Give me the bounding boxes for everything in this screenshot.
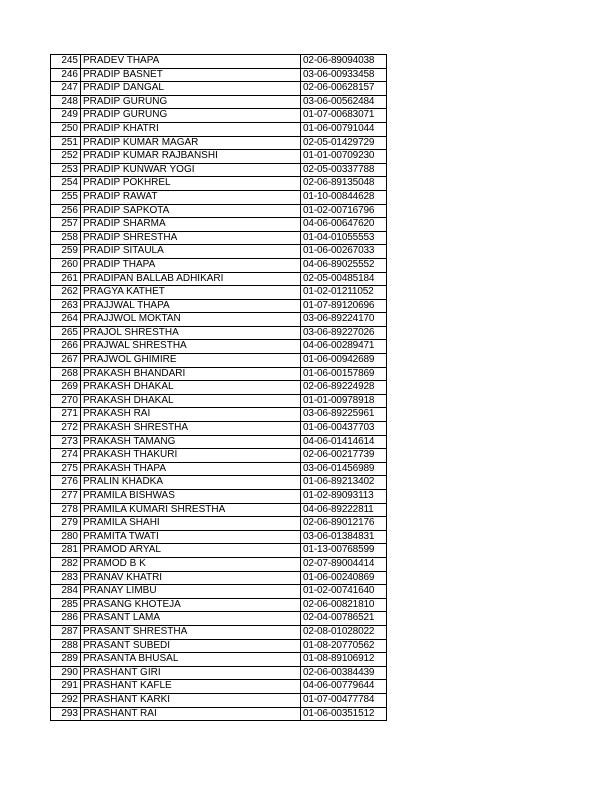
row-number: 293 bbox=[51, 707, 81, 721]
table-body bbox=[51, 55, 387, 721]
id-code: 01-07-00683071 bbox=[301, 109, 387, 123]
table-row bbox=[51, 408, 387, 422]
table-row bbox=[51, 394, 387, 408]
row-number: 270 bbox=[51, 394, 81, 408]
table-row bbox=[51, 435, 387, 449]
table-row bbox=[51, 571, 387, 585]
person-name: PRAKASH RAI bbox=[81, 408, 301, 422]
table-row bbox=[51, 625, 387, 639]
row-number: 288 bbox=[51, 639, 81, 653]
id-code: 03-06-89227026 bbox=[301, 326, 387, 340]
table-row bbox=[51, 231, 387, 245]
table-row bbox=[51, 585, 387, 599]
id-code: 03-06-01456989 bbox=[301, 462, 387, 476]
person-name: PRAMITA TWATI bbox=[81, 530, 301, 544]
person-name: PRAMILA BISHWAS bbox=[81, 490, 301, 504]
id-code: 01-13-00768599 bbox=[301, 544, 387, 558]
table-row bbox=[51, 68, 387, 82]
id-code: 01-07-00477784 bbox=[301, 693, 387, 707]
id-code: 02-06-89094038 bbox=[301, 55, 387, 69]
row-number: 278 bbox=[51, 503, 81, 517]
row-number: 275 bbox=[51, 462, 81, 476]
id-code: 01-10-00844628 bbox=[301, 190, 387, 204]
table-row bbox=[51, 422, 387, 436]
row-number: 245 bbox=[51, 55, 81, 69]
id-code: 04-06-89025552 bbox=[301, 258, 387, 272]
table-row bbox=[51, 503, 387, 517]
id-code: 02-06-00628157 bbox=[301, 82, 387, 96]
person-name: PRADIP SITAULA bbox=[81, 245, 301, 259]
row-number: 280 bbox=[51, 530, 81, 544]
id-code: 01-01-00709230 bbox=[301, 150, 387, 164]
table-row bbox=[51, 218, 387, 232]
id-code: 01-06-89213402 bbox=[301, 476, 387, 490]
id-code: 01-02-00741640 bbox=[301, 585, 387, 599]
person-name: PRAMOD B K bbox=[81, 557, 301, 571]
row-number: 253 bbox=[51, 163, 81, 177]
row-number: 261 bbox=[51, 272, 81, 286]
row-number: 251 bbox=[51, 136, 81, 150]
id-code: 02-05-00485184 bbox=[301, 272, 387, 286]
table-row bbox=[51, 95, 387, 109]
id-code: 01-02-01211052 bbox=[301, 286, 387, 300]
row-number: 271 bbox=[51, 408, 81, 422]
person-name: PRADIP RAWAT bbox=[81, 190, 301, 204]
table-row bbox=[51, 490, 387, 504]
id-code: 01-08-20770562 bbox=[301, 639, 387, 653]
id-code: 01-02-89093113 bbox=[301, 490, 387, 504]
person-name: PRADIP SHRESTHA bbox=[81, 231, 301, 245]
table-row bbox=[51, 136, 387, 150]
person-name: PRASANT LAMA bbox=[81, 612, 301, 626]
person-name: PRADIP KUMAR RAJBANSHI bbox=[81, 150, 301, 164]
table-row bbox=[51, 598, 387, 612]
table-row bbox=[51, 367, 387, 381]
person-name: PRADIP KUNWAR YOGI bbox=[81, 163, 301, 177]
row-number: 263 bbox=[51, 299, 81, 313]
table-row bbox=[51, 612, 387, 626]
id-code: 03-06-89225961 bbox=[301, 408, 387, 422]
person-name: PRADIP KHATRI bbox=[81, 122, 301, 136]
person-name: PRAJJWOL MOKTAN bbox=[81, 313, 301, 327]
table-row bbox=[51, 666, 387, 680]
person-name: PRASANG KHOTEJA bbox=[81, 598, 301, 612]
id-code: 02-05-00337788 bbox=[301, 163, 387, 177]
id-code: 01-02-00716796 bbox=[301, 204, 387, 218]
table-row bbox=[51, 163, 387, 177]
row-number: 257 bbox=[51, 218, 81, 232]
id-code: 02-08-01028022 bbox=[301, 625, 387, 639]
id-code: 02-06-00821810 bbox=[301, 598, 387, 612]
row-number: 267 bbox=[51, 354, 81, 368]
person-name: PRASANTA BHUSAL bbox=[81, 653, 301, 667]
person-name: PRAJOL SHRESTHA bbox=[81, 326, 301, 340]
id-code: 02-05-01429729 bbox=[301, 136, 387, 150]
row-number: 250 bbox=[51, 122, 81, 136]
table-row bbox=[51, 476, 387, 490]
row-number: 259 bbox=[51, 245, 81, 259]
row-number: 272 bbox=[51, 422, 81, 436]
id-code: 02-06-89224928 bbox=[301, 381, 387, 395]
id-code: 02-06-00384439 bbox=[301, 666, 387, 680]
person-name: PRADIP GURUNG bbox=[81, 95, 301, 109]
id-code: 04-06-01414614 bbox=[301, 435, 387, 449]
table-row bbox=[51, 299, 387, 313]
row-number: 283 bbox=[51, 571, 81, 585]
row-number: 252 bbox=[51, 150, 81, 164]
row-number: 292 bbox=[51, 693, 81, 707]
person-name: PRAJJWAL THAPA bbox=[81, 299, 301, 313]
row-number: 269 bbox=[51, 381, 81, 395]
row-number: 264 bbox=[51, 313, 81, 327]
name-list-table bbox=[50, 54, 387, 721]
table-row bbox=[51, 55, 387, 69]
person-name: PRAMOD ARYAL bbox=[81, 544, 301, 558]
table-row bbox=[51, 693, 387, 707]
table-row bbox=[51, 340, 387, 354]
table-row bbox=[51, 313, 387, 327]
person-name: PRADIP SAPKOTA bbox=[81, 204, 301, 218]
person-name: PRAMILA SHAHI bbox=[81, 517, 301, 531]
table-row bbox=[51, 381, 387, 395]
table-row bbox=[51, 326, 387, 340]
row-number: 249 bbox=[51, 109, 81, 123]
row-number: 262 bbox=[51, 286, 81, 300]
row-number: 287 bbox=[51, 625, 81, 639]
table-row bbox=[51, 286, 387, 300]
row-number: 260 bbox=[51, 258, 81, 272]
person-name: PRADIP KUMAR MAGAR bbox=[81, 136, 301, 150]
table-row bbox=[51, 530, 387, 544]
id-code: 04-06-89222811 bbox=[301, 503, 387, 517]
id-code: 02-07-89004414 bbox=[301, 557, 387, 571]
id-code: 03-06-00933458 bbox=[301, 68, 387, 82]
table-row bbox=[51, 204, 387, 218]
person-name: PRAKASH THAPA bbox=[81, 462, 301, 476]
table-row bbox=[51, 190, 387, 204]
id-code: 04-06-00289471 bbox=[301, 340, 387, 354]
id-code: 01-06-00240869 bbox=[301, 571, 387, 585]
row-number: 276 bbox=[51, 476, 81, 490]
row-number: 291 bbox=[51, 680, 81, 694]
table-row bbox=[51, 122, 387, 136]
row-number: 284 bbox=[51, 585, 81, 599]
person-name: PRADIPAN BALLAB ADHIKARI bbox=[81, 272, 301, 286]
id-code: 01-04-01055553 bbox=[301, 231, 387, 245]
person-name: PRADEV THAPA bbox=[81, 55, 301, 69]
person-name: PRADIP GURUNG bbox=[81, 109, 301, 123]
row-number: 286 bbox=[51, 612, 81, 626]
id-code: 01-06-00267033 bbox=[301, 245, 387, 259]
id-code: 04-06-00779644 bbox=[301, 680, 387, 694]
id-code: 01-06-00157869 bbox=[301, 367, 387, 381]
person-name: PRASANT SHRESTHA bbox=[81, 625, 301, 639]
table-row bbox=[51, 544, 387, 558]
table-row bbox=[51, 258, 387, 272]
person-name: PRANAV KHATRI bbox=[81, 571, 301, 585]
row-number: 256 bbox=[51, 204, 81, 218]
person-name: PRASHANT KAFLE bbox=[81, 680, 301, 694]
table-row bbox=[51, 354, 387, 368]
id-code: 02-04-00786521 bbox=[301, 612, 387, 626]
person-name: PRADIP BASNET bbox=[81, 68, 301, 82]
row-number: 273 bbox=[51, 435, 81, 449]
row-number: 282 bbox=[51, 557, 81, 571]
row-number: 258 bbox=[51, 231, 81, 245]
row-number: 277 bbox=[51, 490, 81, 504]
id-code: 01-07-89120696 bbox=[301, 299, 387, 313]
row-number: 254 bbox=[51, 177, 81, 191]
table-row bbox=[51, 109, 387, 123]
person-name: PRADIP SHARMA bbox=[81, 218, 301, 232]
person-name: PRAKASH BHANDARI bbox=[81, 367, 301, 381]
row-number: 279 bbox=[51, 517, 81, 531]
table-row bbox=[51, 517, 387, 531]
person-name: PRADIP DANGAL bbox=[81, 82, 301, 96]
row-number: 290 bbox=[51, 666, 81, 680]
table-row bbox=[51, 639, 387, 653]
id-code: 04-06-00647620 bbox=[301, 218, 387, 232]
person-name: PRAGYA KATHET bbox=[81, 286, 301, 300]
row-number: 248 bbox=[51, 95, 81, 109]
id-code: 02-06-89135048 bbox=[301, 177, 387, 191]
id-code: 02-06-00217739 bbox=[301, 449, 387, 463]
row-number: 281 bbox=[51, 544, 81, 558]
person-name: PRANAY LIMBU bbox=[81, 585, 301, 599]
table-row bbox=[51, 449, 387, 463]
row-number: 265 bbox=[51, 326, 81, 340]
table-row bbox=[51, 82, 387, 96]
row-number: 285 bbox=[51, 598, 81, 612]
row-number: 246 bbox=[51, 68, 81, 82]
table-row bbox=[51, 177, 387, 191]
row-number: 274 bbox=[51, 449, 81, 463]
id-code: 01-06-00437703 bbox=[301, 422, 387, 436]
person-name: PRASANT SUBEDI bbox=[81, 639, 301, 653]
person-name: PRAJWAL SHRESTHA bbox=[81, 340, 301, 354]
table-row bbox=[51, 707, 387, 721]
table-row bbox=[51, 272, 387, 286]
person-name: PRAKASH TAMANG bbox=[81, 435, 301, 449]
id-code: 03-06-89224170 bbox=[301, 313, 387, 327]
id-code: 01-06-00942689 bbox=[301, 354, 387, 368]
person-name: PRAKASH SHRESTHA bbox=[81, 422, 301, 436]
person-name: PRADIP POKHREL bbox=[81, 177, 301, 191]
person-name: PRAKASH DHAKAL bbox=[81, 394, 301, 408]
row-number: 268 bbox=[51, 367, 81, 381]
row-number: 266 bbox=[51, 340, 81, 354]
row-number: 255 bbox=[51, 190, 81, 204]
id-code: 01-08-89106912 bbox=[301, 653, 387, 667]
person-name: PRASHANT KARKI bbox=[81, 693, 301, 707]
table-row bbox=[51, 557, 387, 571]
person-name: PRADIP THAPA bbox=[81, 258, 301, 272]
id-code: 03-06-01384831 bbox=[301, 530, 387, 544]
id-code: 03-06-00562484 bbox=[301, 95, 387, 109]
id-code: 01-06-00351512 bbox=[301, 707, 387, 721]
table-row bbox=[51, 680, 387, 694]
id-code: 02-06-89012176 bbox=[301, 517, 387, 531]
person-name: PRAJWOL GHIMIRE bbox=[81, 354, 301, 368]
person-name: PRASHANT GIRI bbox=[81, 666, 301, 680]
person-name: PRASHANT RAI bbox=[81, 707, 301, 721]
table-row bbox=[51, 245, 387, 259]
table-row bbox=[51, 462, 387, 476]
table-row bbox=[51, 150, 387, 164]
id-code: 01-01-00978918 bbox=[301, 394, 387, 408]
person-name: PRAKASH DHAKAL bbox=[81, 381, 301, 395]
row-number: 289 bbox=[51, 653, 81, 667]
person-name: PRAMILA KUMARI SHRESTHA bbox=[81, 503, 301, 517]
person-name: PRALIN KHADKA bbox=[81, 476, 301, 490]
id-code: 01-06-00791044 bbox=[301, 122, 387, 136]
row-number: 247 bbox=[51, 82, 81, 96]
person-name: PRAKASH THAKURI bbox=[81, 449, 301, 463]
table-row bbox=[51, 653, 387, 667]
